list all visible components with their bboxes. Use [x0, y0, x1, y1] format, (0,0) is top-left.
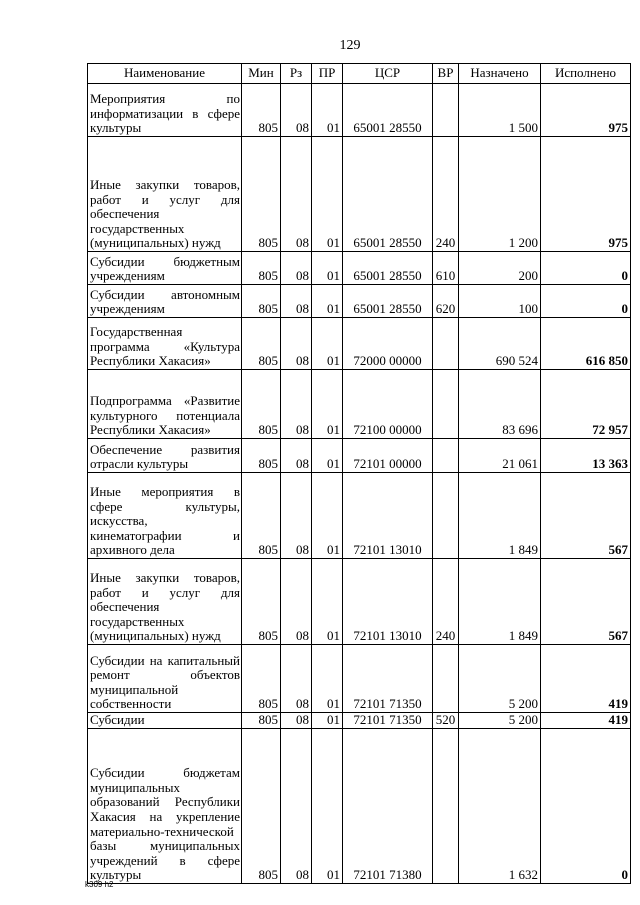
cell-vr: 620: [433, 285, 459, 318]
table-row: [88, 729, 631, 884]
cell-vr: [433, 729, 459, 884]
cell-assigned: 83 696: [459, 370, 541, 439]
cell-name: Субсидии автономным учреждениям: [88, 285, 242, 318]
cell-assigned: 100: [459, 285, 541, 318]
cell-pr: 01: [312, 559, 343, 645]
cell-rz: 08: [281, 84, 312, 137]
table-row: [88, 285, 631, 318]
cell-csr: 72101 13010: [343, 473, 433, 559]
cell-assigned: 5 200: [459, 713, 541, 729]
cell-min: 805: [242, 645, 281, 713]
cell-min: 805: [242, 439, 281, 473]
cell-rz: 08: [281, 729, 312, 884]
cell-vr: 610: [433, 252, 459, 285]
cell-csr: 65001 28550: [343, 252, 433, 285]
cell-vr: [433, 318, 459, 370]
cell-rz: 08: [281, 645, 312, 713]
table-row: [88, 439, 631, 473]
cell-pr: 01: [312, 473, 343, 559]
table-row: [88, 645, 631, 713]
cell-name: Субсидии бюджетным учреждениям: [88, 252, 242, 285]
table-row: [88, 473, 631, 559]
cell-vr: [433, 473, 459, 559]
cell-csr: 72101 71380: [343, 729, 433, 884]
cell-vr: [433, 84, 459, 137]
cell-min: 805: [242, 473, 281, 559]
table-row: [88, 370, 631, 439]
cell-name: Иные закупки товаров, работ и услуг для обеспечения государственных (муниципальных) нужд: [88, 137, 242, 252]
cell-name: Иные закупки товаров, работ и услуг для обеспечения государственных (муниципальных) нужд: [88, 559, 242, 645]
cell-name: Субсидии: [88, 713, 242, 729]
cell-vr: [433, 370, 459, 439]
header-vr: ВР: [433, 64, 459, 84]
header-min: Мин: [242, 64, 281, 84]
cell-executed: 0: [541, 729, 631, 884]
cell-assigned: 1 632: [459, 729, 541, 884]
cell-rz: 08: [281, 439, 312, 473]
cell-executed: 616 850: [541, 318, 631, 370]
cell-vr: [433, 645, 459, 713]
header-pr: ПР: [312, 64, 343, 84]
cell-pr: 01: [312, 84, 343, 137]
cell-executed: 419: [541, 645, 631, 713]
cell-executed: 13 363: [541, 439, 631, 473]
cell-assigned: 690 524: [459, 318, 541, 370]
cell-csr: 72101 71350: [343, 645, 433, 713]
cell-pr: 01: [312, 137, 343, 252]
table-row: [88, 713, 631, 729]
cell-pr: 01: [312, 318, 343, 370]
cell-pr: 01: [312, 439, 343, 473]
cell-min: 805: [242, 370, 281, 439]
cell-csr: 65001 28550: [343, 84, 433, 137]
header-rz: Рз: [281, 64, 312, 84]
cell-pr: 01: [312, 252, 343, 285]
header-csr: ЦСР: [343, 64, 433, 84]
cell-vr: [433, 439, 459, 473]
cell-executed: 72 957: [541, 370, 631, 439]
cell-csr: 72000 00000: [343, 318, 433, 370]
cell-min: 805: [242, 285, 281, 318]
cell-min: 805: [242, 252, 281, 285]
table-row: [88, 137, 631, 252]
cell-executed: 419: [541, 713, 631, 729]
cell-vr: 520: [433, 713, 459, 729]
cell-pr: 01: [312, 713, 343, 729]
cell-rz: 08: [281, 473, 312, 559]
cell-pr: 01: [312, 729, 343, 884]
cell-rz: 08: [281, 370, 312, 439]
table-row: [88, 84, 631, 137]
table-row: [88, 559, 631, 645]
cell-executed: 975: [541, 137, 631, 252]
cell-name: Субсидии бюджетам муниципальных образований Республики Хакасия на укрепление материально-технической базы муниципальных учреждений в сфере культуры: [88, 729, 242, 884]
table-header-row: [88, 64, 631, 84]
cell-assigned: 1 200: [459, 137, 541, 252]
cell-assigned: 1 500: [459, 84, 541, 137]
cell-pr: 01: [312, 370, 343, 439]
cell-csr: 72100 00000: [343, 370, 433, 439]
cell-name: Мероприятия по информатизации в сфере культуры: [88, 84, 242, 137]
header-assigned: Назначено: [459, 64, 541, 84]
cell-rz: 08: [281, 285, 312, 318]
cell-assigned: 21 061: [459, 439, 541, 473]
cell-csr: 72101 13010: [343, 559, 433, 645]
cell-rz: 08: [281, 559, 312, 645]
cell-min: 805: [242, 84, 281, 137]
table-body: [88, 84, 631, 884]
cell-min: 805: [242, 559, 281, 645]
cell-pr: 01: [312, 645, 343, 713]
cell-rz: 08: [281, 137, 312, 252]
table-row: [88, 252, 631, 285]
cell-min: 805: [242, 729, 281, 884]
cell-min: 805: [242, 318, 281, 370]
cell-assigned: 200: [459, 252, 541, 285]
cell-pr: 01: [312, 285, 343, 318]
cell-rz: 08: [281, 713, 312, 729]
cell-name: Подпрограмма «Развитие культурного потенциала Республики Хакасия»: [88, 370, 242, 439]
cell-executed: 0: [541, 252, 631, 285]
cell-csr: 65001 28550: [343, 137, 433, 252]
cell-min: 805: [242, 137, 281, 252]
cell-name: Государственная программа «Культура Республики Хакасия»: [88, 318, 242, 370]
cell-name: Субсидии на капитальный ремонт объектов муниципальной собственности: [88, 645, 242, 713]
cell-name: Обеспечение развития отрасли культуры: [88, 439, 242, 473]
budget-table: [87, 63, 631, 884]
cell-executed: 0: [541, 285, 631, 318]
header-name: Наименование: [88, 64, 242, 84]
table-row: [88, 318, 631, 370]
cell-vr: 240: [433, 559, 459, 645]
cell-assigned: 5 200: [459, 645, 541, 713]
cell-csr: 72101 71350: [343, 713, 433, 729]
header-executed: Исполнено: [541, 64, 631, 84]
page-number: 129: [339, 38, 361, 53]
cell-rz: 08: [281, 252, 312, 285]
footer-code: k309 h2: [85, 880, 114, 889]
cell-csr: 72101 00000: [343, 439, 433, 473]
cell-vr: 240: [433, 137, 459, 252]
cell-executed: 975: [541, 84, 631, 137]
cell-name: Иные мероприятия в сфере культуры, искусства, кинематографии и архивного дела: [88, 473, 242, 559]
cell-executed: 567: [541, 473, 631, 559]
cell-rz: 08: [281, 318, 312, 370]
cell-csr: 65001 28550: [343, 285, 433, 318]
cell-min: 805: [242, 713, 281, 729]
cell-executed: 567: [541, 559, 631, 645]
cell-assigned: 1 849: [459, 559, 541, 645]
cell-assigned: 1 849: [459, 473, 541, 559]
